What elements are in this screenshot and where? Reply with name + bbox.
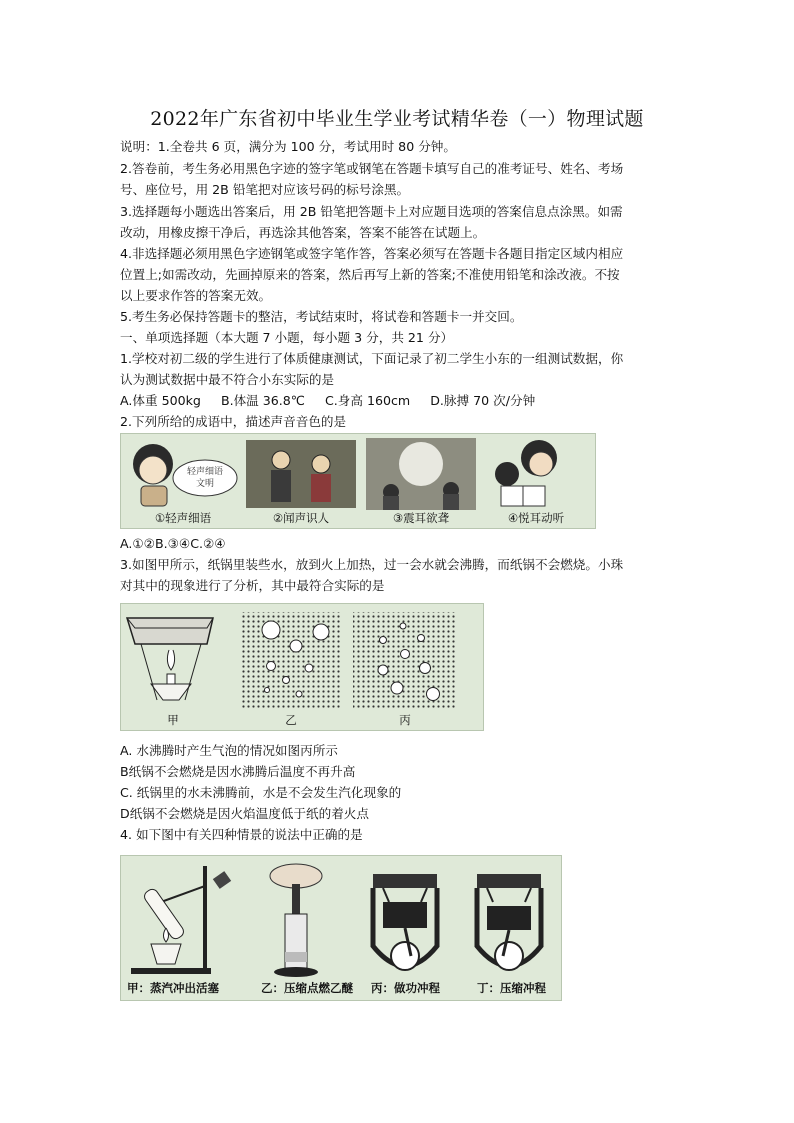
q3-option-a: A. 水沸腾时产生气泡的情况如图丙所示 [120,743,338,758]
q1-options [120,391,682,411]
q3-figure-label: 甲 [167,713,179,727]
q1-stem: 认为测试数据中最不符合小东实际的是 [120,372,335,387]
q4-caption: 丙：做功冲程 [371,981,440,995]
q3-figure-label: 乙 [285,713,297,727]
q1-option-b: B.体温 36.8℃ [220,393,305,408]
compression-cylinder-illustration [270,864,322,977]
q3-option-b: B纸锅不会燃烧是因水沸腾后温度不再升高 [120,764,356,779]
q2-stem: 2.下列所给的成语中，描述声音音色的是 [120,414,347,429]
instruction-line: 2.答卷前，考生务必用黑色字迹的签字笔或钢笔在答题卡填写自己的准考证号、姓名、考场 [120,161,624,176]
q2-panel-3-illustration [366,438,476,510]
q3-option-c: C. 纸锅里的水未沸腾前，水是不会发生汽化现象的 [120,785,402,800]
q3-stem: 对其中的现象进行了分析，其中最符合实际的是 [120,578,385,593]
bubbles-panel-yi [241,612,341,710]
instruction-line: 以上要求作答的答案无效。 [120,288,272,303]
q2-figure-drawing [121,434,595,528]
q1-option-d: D.脉搏 70 次/分钟 [430,393,536,408]
q2-sign-text: 文明 [195,479,215,489]
q2-panel-4-illustration [495,440,557,506]
q2-caption: ②闻声识人 [272,511,330,525]
q2-caption: ③震耳欲聋 [392,511,450,525]
page-title: 2022年广东省初中毕业生学业考试精华卷（一）物理试题 [150,108,644,130]
steam-test-tube-illustration [131,866,231,974]
q4-figure [120,855,562,1001]
instruction-line: 4.非选择题必须用黑色字迹钢笔或签字笔作答，答案必须写在答题卡各题目指定区域内相应 [120,246,624,261]
q2-sign-text: 轻声细语 [186,467,224,477]
instruction-line: 5.考生务必保持答题卡的整洁，考试结束时，将试卷和答题卡一并交回。 [120,309,523,324]
instruction-line: 号、座位号，用 2B 铅笔把对应该号码的标号涂黑。 [120,182,410,197]
q1-stem: 1.学校对初二级的学生进行了体质健康测试，下面记录了初二学生小东的一组测试数据，你 [120,351,624,366]
q4-stem: 4. 如下图中有关四种情景的说法中正确的是 [120,827,363,842]
q2-panel-1-illustration [133,444,237,506]
instruction-line: 改动，用橡皮擦干净后，再选涂其他答案，答案不能答在试题上。 [120,225,486,240]
q2-caption: ①轻声细语 [154,511,212,525]
instruction-line: 位置上;如需改动，先画掉原来的答案，然后再写上新的答案;不准使用铅笔和涂改液。不按 [120,267,620,282]
q3-figure [120,603,484,731]
power-stroke-engine-illustration [373,874,437,970]
q2-panel-2-illustration [246,440,356,508]
q4-figure-drawing [121,856,561,1000]
paper-pot-burner-illustration [127,618,213,700]
q4-caption: 丁：压缩冲程 [477,981,546,995]
q3-stem: 3.如图甲所示，纸锅里装些水，放到火上加热，过一会水就会沸腾，而纸锅不会燃烧。小珠 [120,557,624,572]
q3-figure-drawing [121,604,483,730]
q1-option-a: A.体重 500kg [120,393,201,408]
q4-caption: 乙：压缩点燃乙醚 [261,981,353,995]
instruction-line: 说明：1.全卷共 6 页，满分为 100 分，考试用时 80 分钟。 [120,139,456,154]
q3-option-d: D纸锅不会燃烧是因火焰温度低于纸的着火点 [120,806,369,821]
q2-caption: ④悦耳动听 [507,511,565,525]
q3-figure-label: 丙 [399,713,411,727]
q2-figure [120,433,596,529]
bubbles-panel-bing [353,612,457,710]
section-heading: 一、单项选择题（本大题 7 小题，每小题 3 分，共 21 分） [120,330,454,345]
instruction-line: 3.选择题每小题选出答案后，用 2B 铅笔把答题卡上对应题目选项的答案信息点涂黑。如需 [120,204,623,219]
compression-stroke-engine-illustration [477,874,541,970]
q4-caption: 甲：蒸汽冲出活塞 [127,981,219,995]
q2-options: A.①②B.③④C.②④ [120,536,226,551]
q1-option-c: C.身高 160cm [324,393,411,408]
